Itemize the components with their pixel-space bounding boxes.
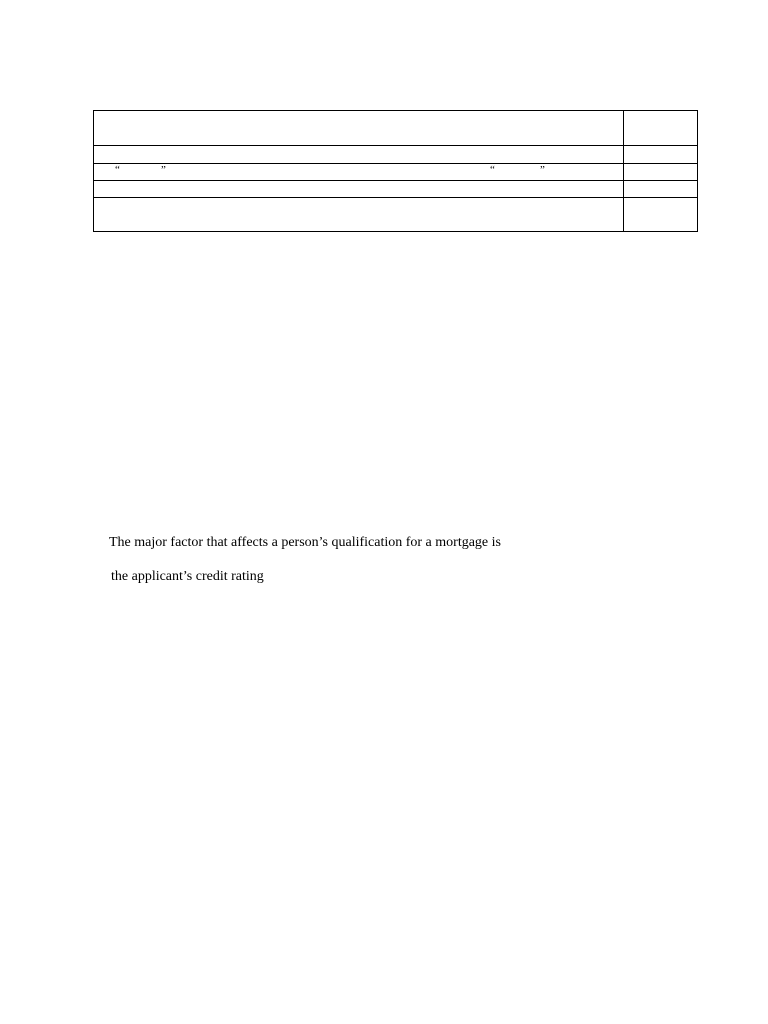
table-cell — [94, 198, 624, 232]
open-quote-mark: “ — [490, 164, 495, 176]
table-cell — [624, 111, 698, 146]
close-quote-mark: ” — [161, 164, 166, 176]
table-cell — [624, 198, 698, 232]
body-text-line: the applicant’s credit rating — [111, 569, 264, 584]
table-cell — [94, 111, 624, 146]
close-quote-mark: ” — [540, 164, 545, 176]
table-row — [94, 146, 698, 164]
open-quote-mark: “ — [115, 164, 120, 176]
table-row — [94, 111, 698, 146]
document-table — [93, 110, 698, 232]
table-cell — [94, 164, 624, 181]
body-text-line: The major factor that affects a person’s qualification for a mortgage is — [109, 535, 501, 550]
table-row — [94, 198, 698, 232]
table-row — [94, 181, 698, 198]
table-cell — [94, 146, 624, 164]
table-cell — [624, 164, 698, 181]
table-cell — [624, 146, 698, 164]
table-cell — [94, 181, 624, 198]
table-row — [94, 164, 698, 181]
table-cell — [624, 181, 698, 198]
